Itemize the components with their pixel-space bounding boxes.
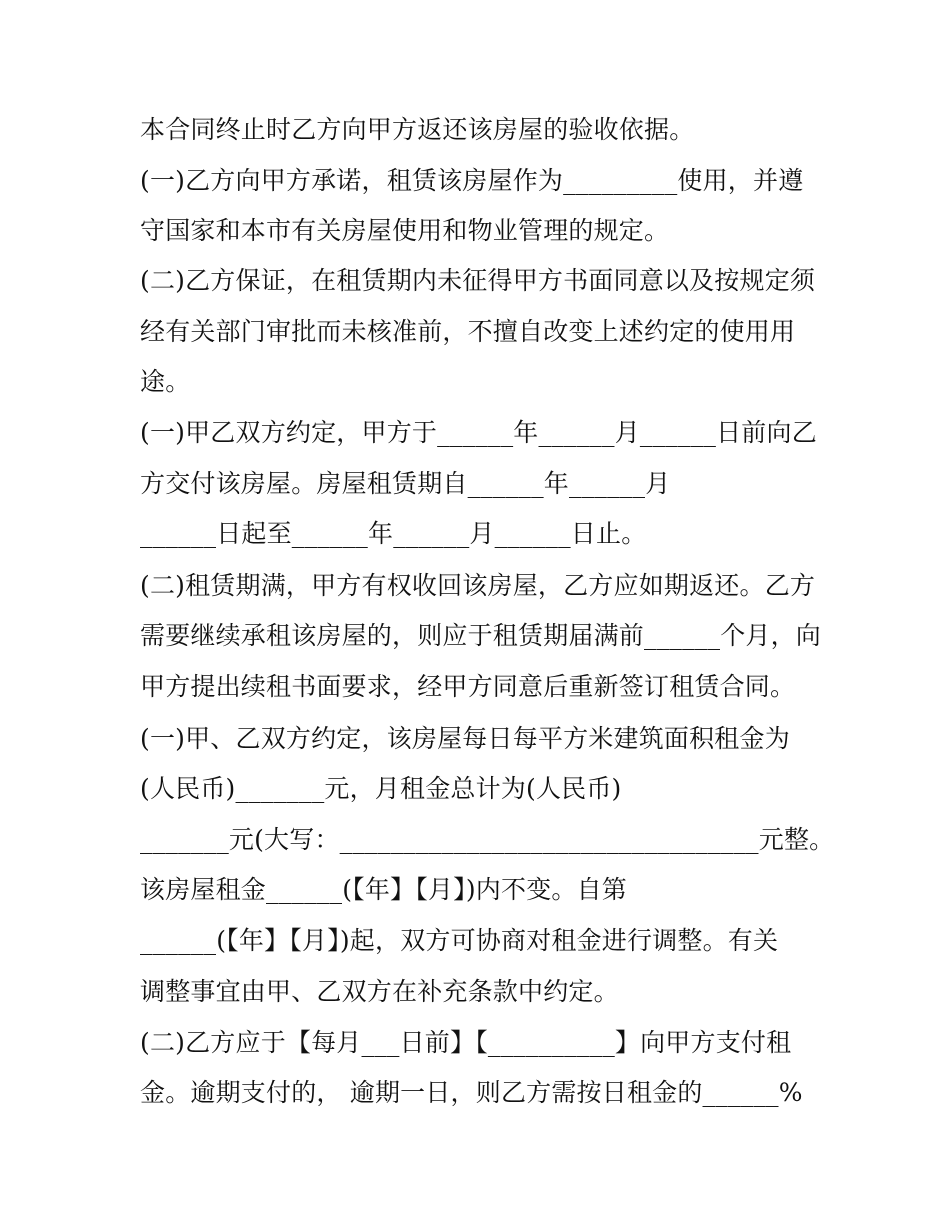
text-line: (一)甲乙双方约定，甲方于______年______月______日前向乙	[140, 418, 817, 447]
text-line: 方交付该房屋。房屋租赁期自______年______月	[140, 469, 671, 498]
text-line: 守国家和本市有关房屋使用和物业管理的规定。	[140, 216, 670, 245]
text-line: 经有关部门审批而未核准前，不擅自改变上述约定的使用用	[140, 317, 796, 346]
text-line: 需要继续承租该房屋的，则应于租赁期届满前______个月，向	[140, 621, 822, 650]
text-line: (二)租赁期满，甲方有权收回该房屋，乙方应如期返还。乙方	[140, 571, 816, 600]
text-line: (二)乙方保证，在租赁期内未征得甲方书面同意以及按规定须	[140, 266, 816, 295]
text-line: 甲方提出续租书面要求，经甲方同意后重新签订租赁合同。	[140, 672, 796, 701]
text-line: ______日起至______年______月______日止。	[140, 519, 647, 548]
text-line: 本合同终止时乙方向甲方返还该房屋的验收依据。	[140, 115, 695, 144]
text-line: 调整事宜由甲、乙双方在补充条款中约定。	[140, 977, 619, 1006]
text-line: ______(【年】【月】)起，双方可协商对租金进行调整。有关	[140, 926, 779, 955]
text-line: (人民币)_______元，月租金总计为(人民币)	[140, 774, 622, 803]
text-line: _______元(大写：_________________________________元整。	[140, 825, 835, 854]
text-line: (一)乙方向甲方承诺，租赁该房屋作为_________使用，并遵	[140, 166, 804, 195]
text-line: (二)乙方应于【每月___日前】【__________】向甲方支付租	[140, 1028, 792, 1057]
text-line: 途。	[140, 367, 191, 396]
text-line: 该房屋租金______(【年】【月】)内不变。自第	[140, 875, 628, 904]
text-line: 金。逾期支付的， 逾期一日，则乙方需按日租金的______%	[140, 1078, 803, 1107]
text-line: (一)甲、乙双方约定，该房屋每日每平方米建筑面积租金为	[140, 724, 790, 753]
